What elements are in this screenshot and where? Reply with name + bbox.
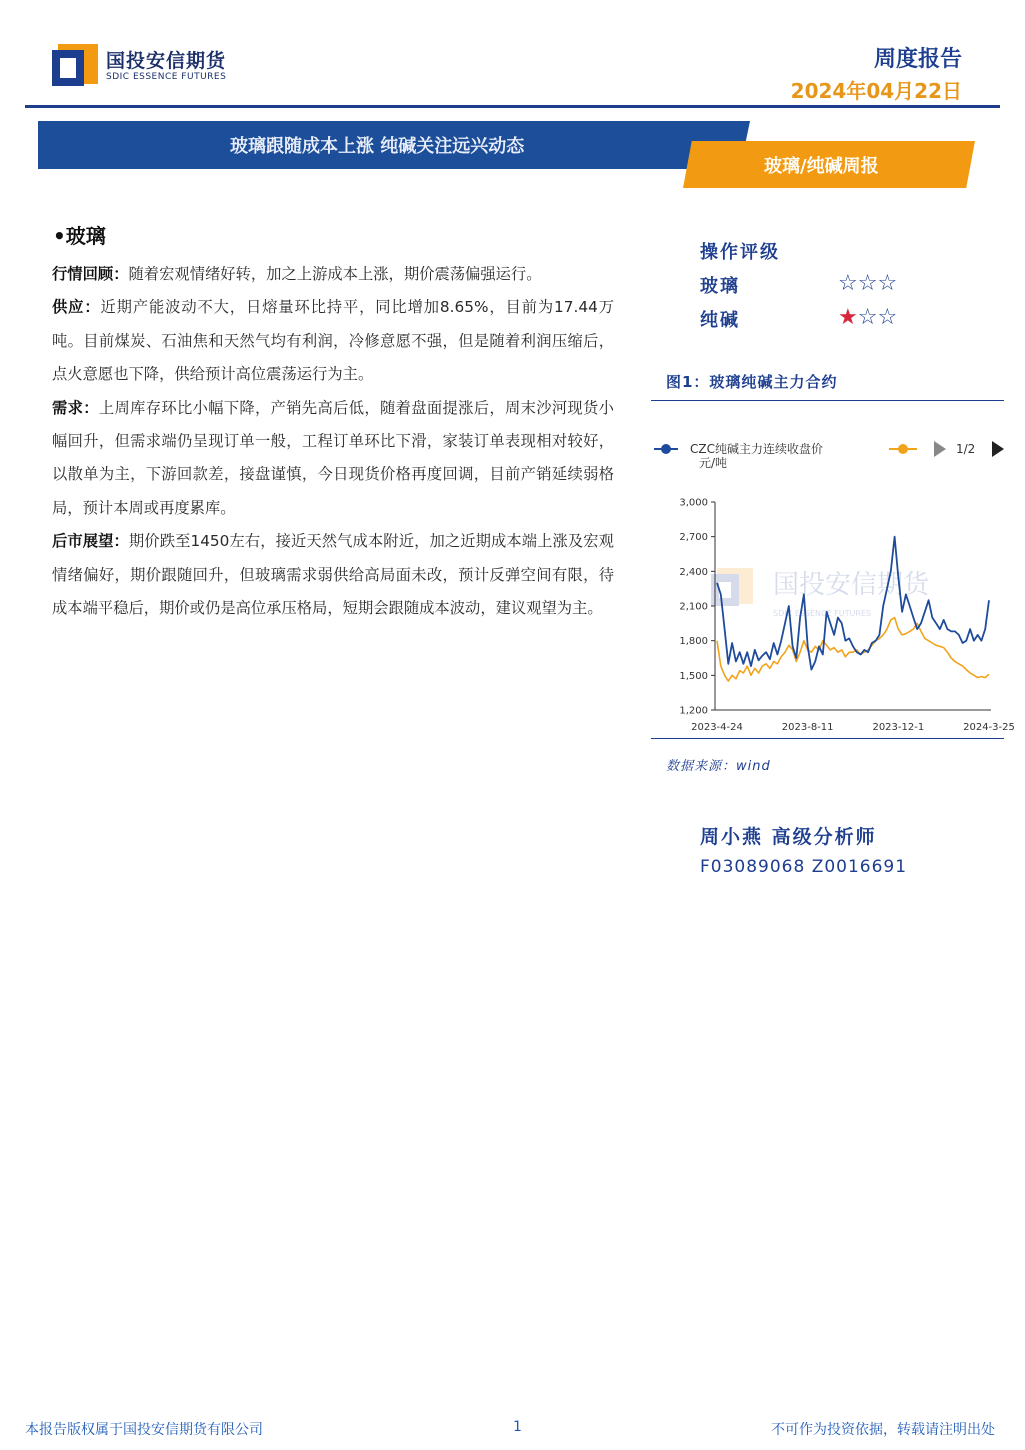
paragraph-label: 行情回顾： xyxy=(52,265,129,283)
star-icon: ☆ xyxy=(857,271,878,296)
footer-disclaimer: 不可作为投资依据，转载请注明出处 xyxy=(771,1422,995,1438)
paragraph-text: 随着宏观情绪好转，加之上游成本上涨，期价震荡偏强运行。 xyxy=(128,265,542,283)
paragraph-text: 期价跌至1450左右，接近天然气成本附近，加之近期成本端上涨及宏观情绪偏好，期价跟随回升，但玻璃需求弱供给高局面未改，预计反弹空间有限，待成本端平稳后，期价或仍是高位承压格局，短期会跟随成本波动，建议观望为主。 xyxy=(52,532,614,618)
legend-pager: 1/2 xyxy=(956,442,976,456)
x-axis-ticks xyxy=(691,722,1015,733)
chart-legend xyxy=(654,441,1004,457)
star-icon: ☆ xyxy=(877,271,898,296)
report-date: 2024年04月22日 xyxy=(790,79,962,103)
report-type: 周度报告 xyxy=(873,47,962,72)
price-chart xyxy=(651,430,1015,736)
x-tick-label: 2023-8-11 xyxy=(781,722,834,733)
y-tick-label: 2,700 xyxy=(679,532,708,544)
figure-title: 图1：玻璃纯碱主力合约 xyxy=(666,373,838,391)
star-icon: ☆ xyxy=(857,305,878,330)
analyst-name: 周小燕 高级分析师 xyxy=(700,826,877,848)
rating-stars-glass xyxy=(838,271,897,296)
footer-copyright: 本报告版权属于国投安信期货有限公司 xyxy=(25,1422,263,1438)
series-line-orange xyxy=(717,618,989,682)
y-tick-label: 1,800 xyxy=(679,636,708,648)
report-category-tag: 玻璃/纯碱周报 xyxy=(764,156,879,177)
section-title: •玻璃 xyxy=(53,224,106,248)
y-tick-label: 3,000 xyxy=(679,497,708,509)
paragraph-text: 近期产能波动不大，日熔量环比持平，同比增加8.65%，目前为17.44万吨。目前煤炭、石油焦和天然气均有利润，冷修意愿不强，但是随着利润压缩后，点火意愿也下降，供给预计高位震荡运行为主。 xyxy=(52,298,614,384)
legend-prev-icon[interactable] xyxy=(934,441,946,457)
analysis-body xyxy=(52,258,614,625)
star-icon: ☆ xyxy=(838,271,858,296)
header-divider xyxy=(25,105,1000,108)
paragraph-label: 供应： xyxy=(52,298,101,317)
rating-title: 操作评级 xyxy=(700,242,780,263)
y-tick-label: 2,100 xyxy=(679,601,708,613)
y-tick-label: 1,200 xyxy=(679,705,708,717)
x-tick-label: 2023-4-24 xyxy=(691,722,743,733)
paragraph-demand xyxy=(52,392,614,526)
y-axis-unit: 元/吨 xyxy=(699,456,728,470)
rating-row-glass xyxy=(700,272,740,298)
logo-text-cn: 国投安信期货 xyxy=(106,50,227,72)
paragraph-label: 需求： xyxy=(52,398,99,417)
paragraph-label: 后市展望： xyxy=(52,532,129,551)
paragraph-text: 上周库存环比小幅下降，产销先高后低，随着盘面提涨后，周末沙河现货小幅回升，但需求端仍呈现订单一般，工程订单环比下滑，家装订单表现相对较好，以散单为主，下游回款差，接盘谨慎，今日现货价格再度回调，目前产销延续弱格局，预计本周或再度累库。 xyxy=(52,398,614,517)
analyst-codes: F03089068 Z0016691 xyxy=(700,857,908,877)
legend-next-icon[interactable] xyxy=(992,441,1004,457)
rating-name: 玻璃 xyxy=(700,276,740,297)
rating-name: 纯碱 xyxy=(700,310,740,331)
rating-row-soda xyxy=(700,306,740,332)
page-number: 1 xyxy=(513,1419,522,1435)
figure-top-rule xyxy=(651,400,1004,401)
paragraph-outlook xyxy=(52,525,614,625)
company-logo xyxy=(52,40,252,90)
y-tick-label: 1,500 xyxy=(679,670,708,682)
paragraph-review xyxy=(52,258,614,291)
figure-bottom-rule xyxy=(651,738,1004,739)
series-line-blue xyxy=(717,537,989,670)
legend-label-series: CZC纯碱主力连续收盘价 xyxy=(690,442,823,456)
star-filled-icon: ★ xyxy=(838,305,858,330)
logo-mark-icon xyxy=(52,42,98,86)
legend-marker-orange xyxy=(898,444,908,454)
star-icon: ☆ xyxy=(877,305,898,330)
x-tick-label: 2024-3-25 xyxy=(963,722,1015,733)
figure-source: 数据来源：wind xyxy=(666,759,771,774)
watermark-text-en: SDIC ESSENCE FUTURES xyxy=(773,609,872,618)
rating-stars-soda xyxy=(838,305,897,330)
legend-marker-blue xyxy=(661,444,671,454)
y-tick-label: 2,400 xyxy=(679,566,708,578)
paragraph-supply xyxy=(52,291,614,391)
watermark-text: 国投安信期货 xyxy=(773,570,930,600)
x-tick-label: 2023-12-1 xyxy=(872,722,925,733)
y-axis-ticks xyxy=(679,498,708,717)
logo-text-en: SDIC ESSENCE FUTURES xyxy=(106,72,227,82)
report-title: 玻璃跟随成本上涨 纯碱关注远兴动态 xyxy=(230,136,525,157)
